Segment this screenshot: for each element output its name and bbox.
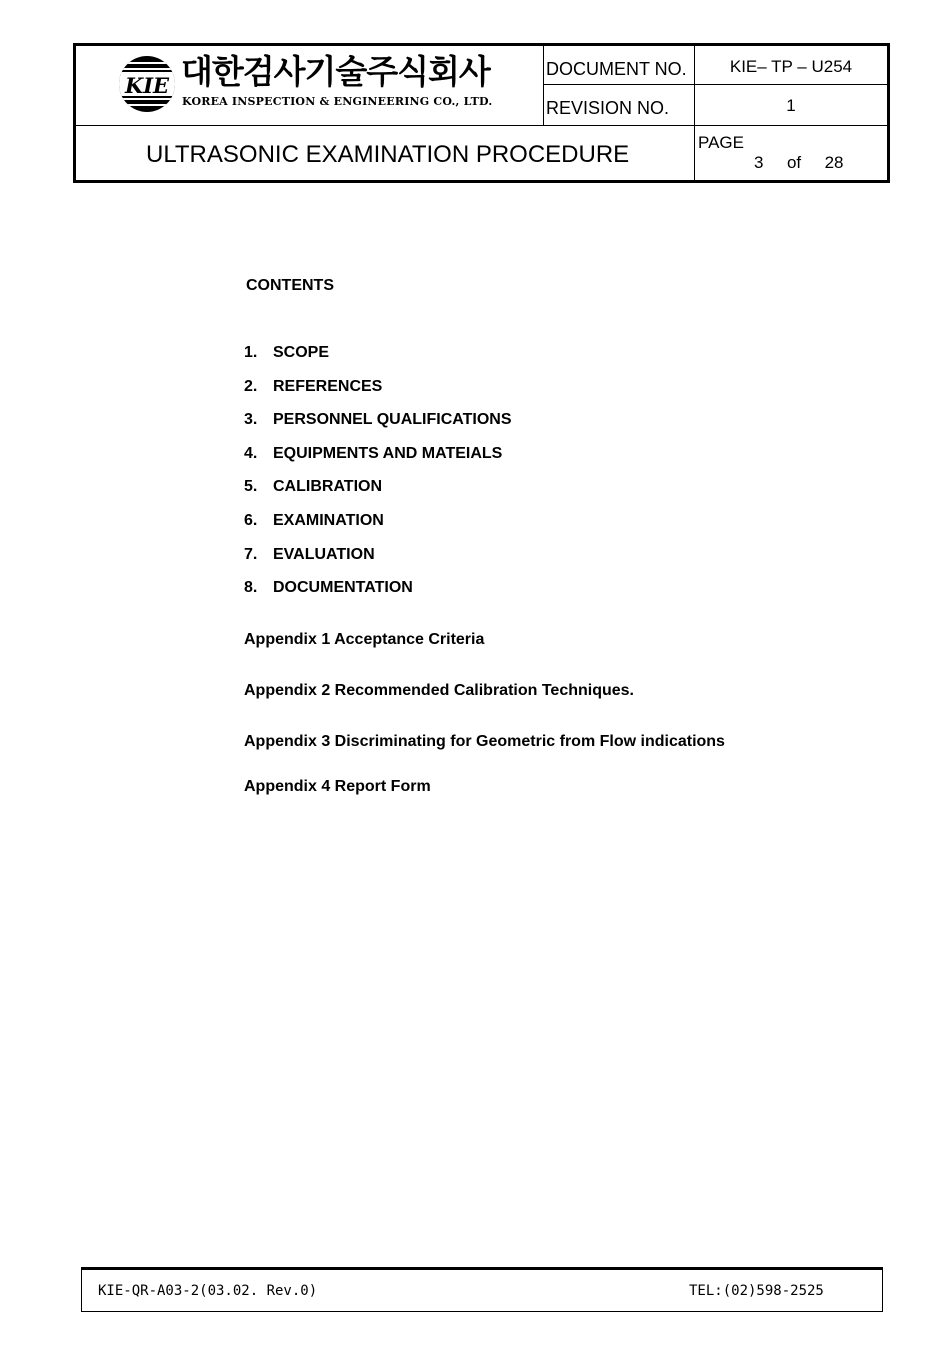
toc-label: DOCUMENTATION [273,579,413,597]
revision-no-label: REVISION NO. [546,98,670,118]
toc-label: REFERENCES [273,377,383,395]
toc-label: CALIBRATION [273,478,383,496]
telephone: TEL:(02)598-2525 [689,1283,824,1299]
header-divider [76,125,887,126]
document-title: ULTRASONIC EXAMINATION PROCEDURE [146,141,630,168]
page-of: of [786,153,802,172]
contents-heading: CONTENTS [246,277,334,294]
toc-label: EQUIPMENTS AND MATEIALS [273,444,503,462]
company-logo [76,46,543,125]
toc-label: PERSONNEL QUALIFICATIONS [273,411,512,429]
revision-no-value: 1 [786,96,796,115]
toc-number: 1. [244,344,258,361]
toc-number: 4. [244,444,258,462]
logo-lettering: KIE [124,73,170,98]
toc-label: SCOPE [273,344,330,361]
kie-logo-icon [118,55,176,113]
toc-item [244,378,512,412]
toc-item [244,478,512,512]
appendix-item: Appendix 3 Discriminating for Geometric from Flow indications [244,733,725,750]
page-footer [81,1267,883,1312]
toc-number: 3. [244,411,258,429]
toc-label: EXAMINATION [273,511,384,529]
page-indicator [754,153,844,173]
toc-number: 7. [244,545,258,563]
toc-item [244,546,512,580]
toc-item [244,411,512,445]
toc-number: 2. [244,377,258,395]
header-divider [543,46,544,125]
page-number: 3 [754,153,764,172]
toc-number: 8. [244,579,258,597]
form-code: KIE-QR-A03-2(03.02. Rev.0) [98,1283,318,1299]
page-total: 28 [824,153,844,172]
company-name-korean: 대한검사기술주식회사 [181,52,490,91]
appendix-item: Appendix 4 Report Form [244,778,431,795]
toc-item [244,512,512,546]
document-no-label: DOCUMENT NO. [546,59,687,79]
toc-item [244,344,512,378]
document-no-value: KIE– TP – U254 [729,57,853,76]
company-name-english: KOREA INSPECTION & ENGINEERING CO., LTD. [182,95,493,108]
toc-number: 6. [244,511,258,529]
document-header [73,43,890,183]
appendix-item: Appendix 1 Acceptance Criteria [244,631,485,648]
page-label: PAGE [698,133,744,152]
toc-number: 5. [244,478,258,496]
appendix-item: Appendix 2 Recommended Calibration Techniques. [244,682,634,699]
table-of-contents [244,344,512,613]
header-divider [543,84,887,85]
toc-item [244,445,512,479]
toc-item [244,579,512,613]
toc-label: EVALUATION [273,545,375,563]
